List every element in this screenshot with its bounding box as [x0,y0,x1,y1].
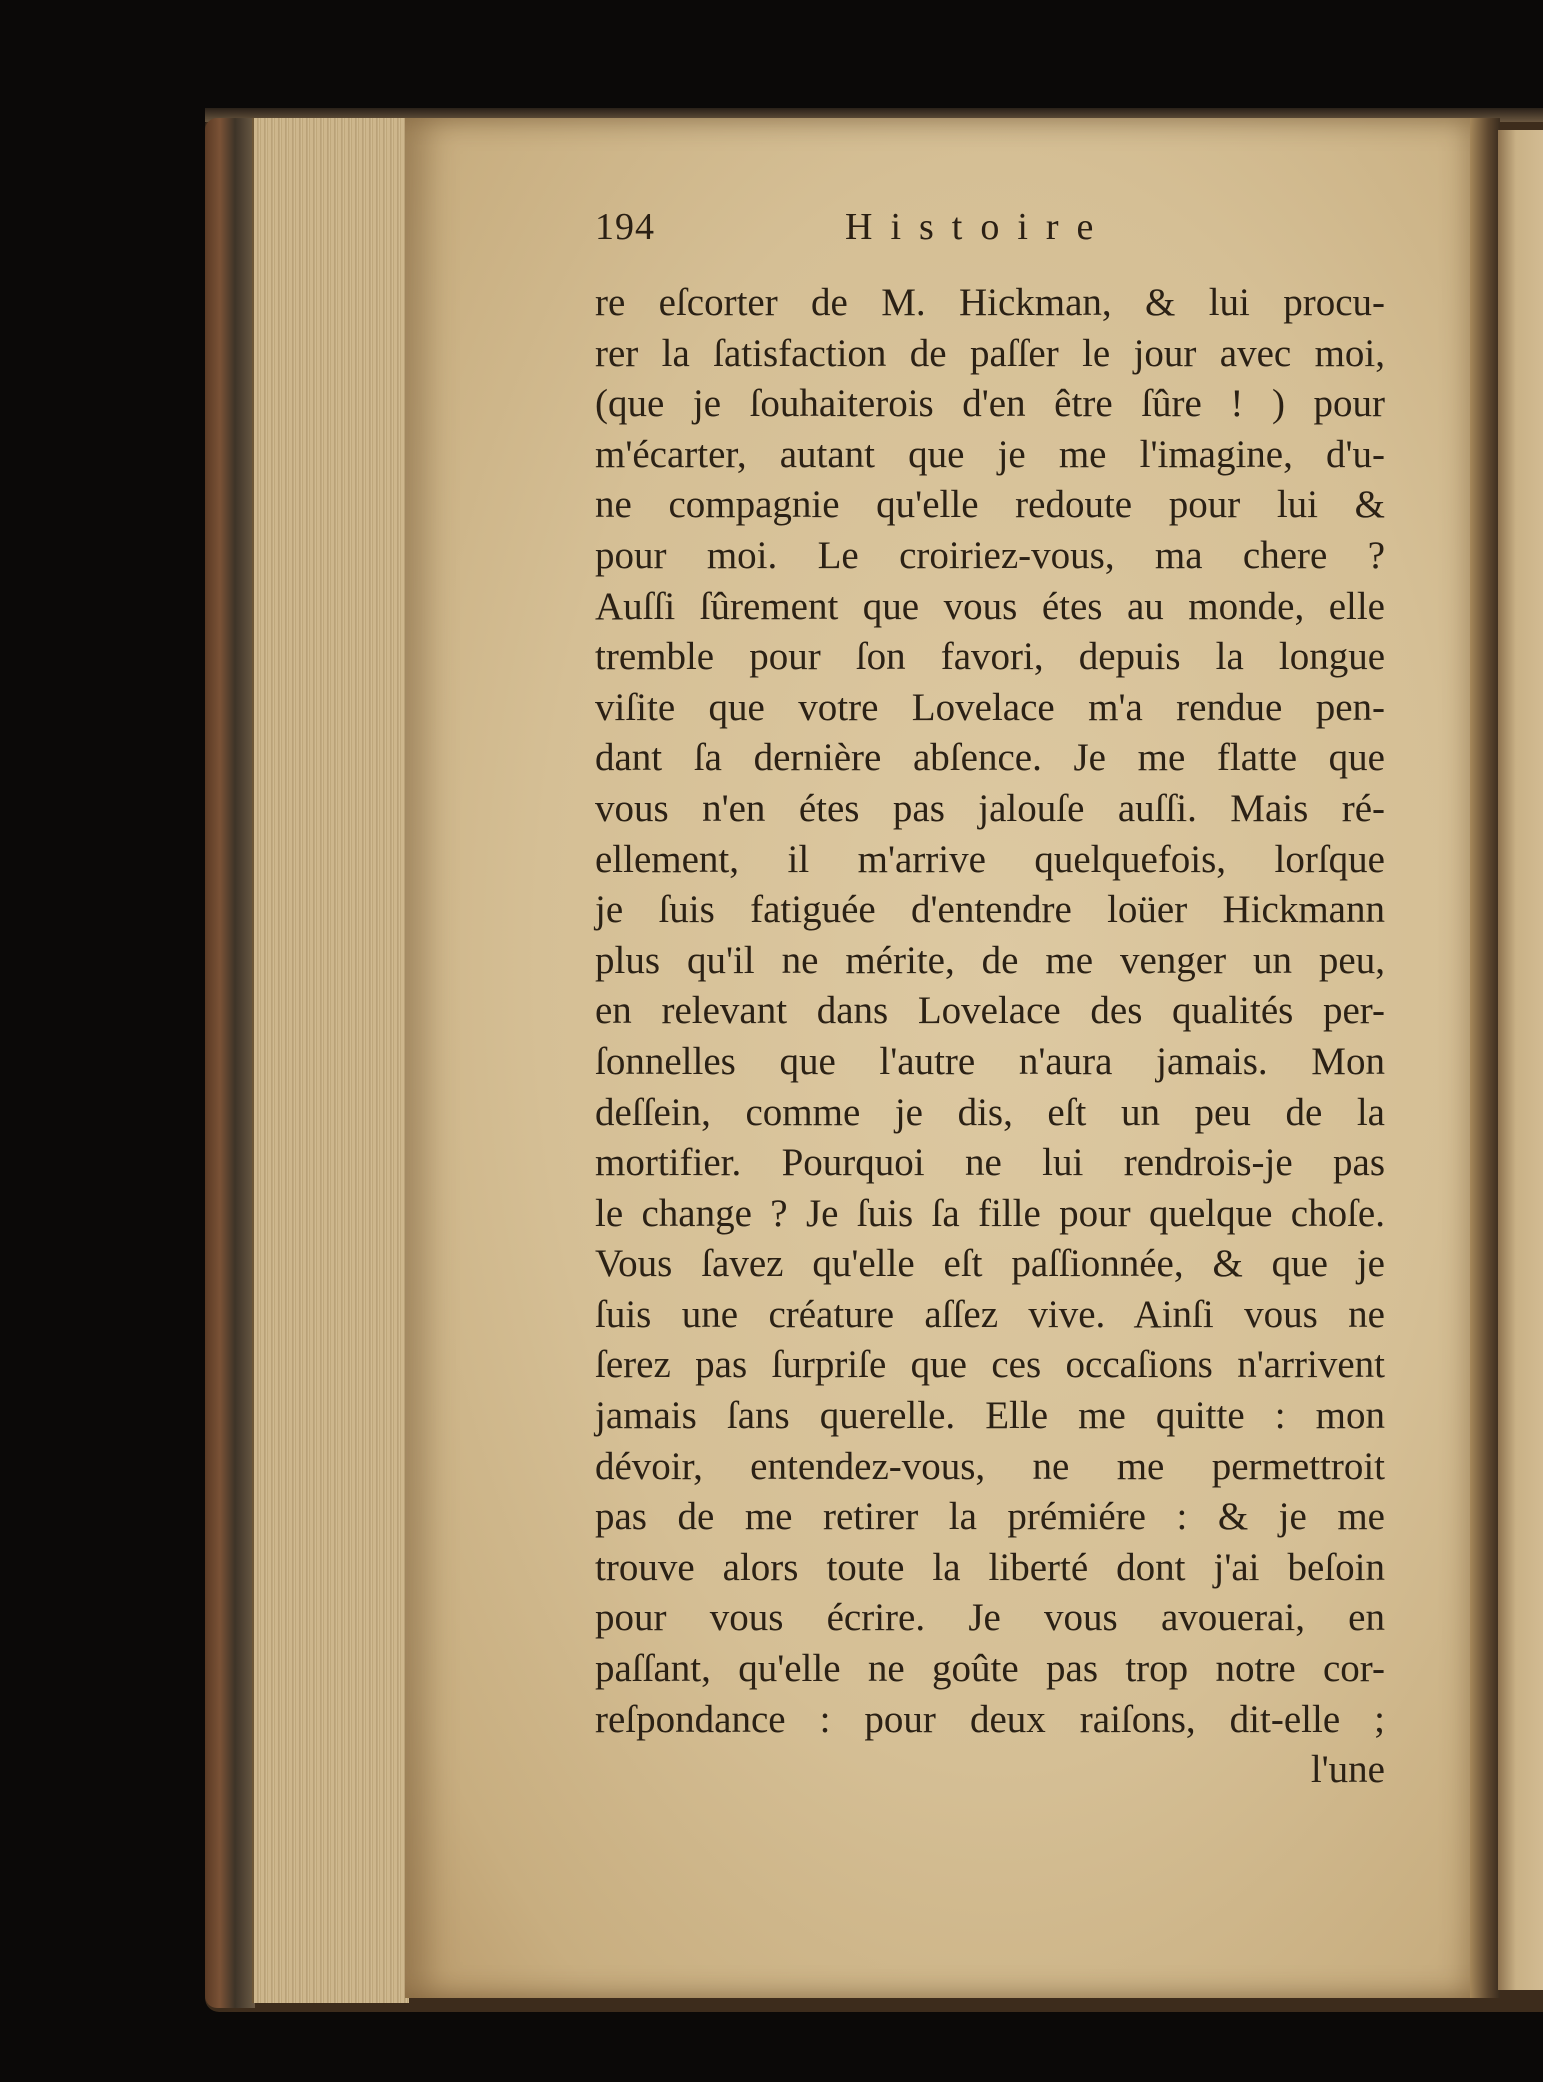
text-line: rer la ſatisfaction de paſſer le jour avec moi, [595,331,1385,375]
text-line: tremble pour ſon favori, depuis la longue [595,635,1385,679]
text-line: dant ſa dernière abſence. Je me flatte que [595,736,1385,780]
text-line: pour moi. Le croiriez-vous, ma chere ? [595,533,1385,577]
text-line: je ſuis fatiguée d'entendre loüer Hickmann [595,888,1385,932]
text-line: pour vous écrire. Je vous avouerai, en [595,1596,1385,1640]
page-edges [252,118,409,2003]
page-header [595,205,1155,255]
text-line: trouve alors toute la liberté dont j'ai beſoin [595,1545,1385,1589]
text-line: deſſein, comme je dis, eſt un peu de la [595,1090,1385,1134]
page-number: 194 [595,206,655,248]
text-line: viſite que votre Lovelace m'a rendue pen- [595,685,1385,729]
body-text [595,278,1385,1796]
text-line: mortifier. Pourquoi ne lui rendrois-je pas [595,1141,1385,1185]
text-line: paſſant, qu'elle ne goûte pas trop notre cor- [595,1647,1385,1691]
text-line: re eſcorter de M. Hickman, & lui procu- [595,281,1385,324]
text-line: reſpondance : pour deux raiſons, dit-elle ; [595,1697,1385,1741]
text-line: plus qu'il ne mérite, de me venger un peu, [595,938,1385,982]
text-line: vous n'en étes pas jalouſe auſſi. Mais ré- [595,786,1385,830]
facing-page-edge [1498,130,1543,1990]
text-line: pas de me retirer la prémiére : & je me [595,1495,1385,1539]
text-line: ellement, il m'arrive quelquefois, lorſque [595,837,1385,881]
text-line: le change ? Je ſuis ſa fille pour quelque choſe. [595,1191,1385,1235]
text-line: Auſſi ſûrement que vous étes au monde, elle [595,584,1385,628]
running-head: Histoire [845,206,1112,248]
text-line: (que je ſouhaiterois d'en être ſûre ! ) pour [595,382,1385,426]
text-line: ſonnelles que l'autre n'aura jamais. Mon [595,1039,1385,1083]
text-line: jamais ſans querelle. Elle me quitte : mon [595,1394,1385,1438]
text-line: ſerez pas ſurpriſe que ces occaſions n'arrivent [595,1343,1385,1387]
text-line: ne compagnie qu'elle redoute pour lui & [595,483,1385,527]
text-line: en relevant dans Lovelace des qualités per- [595,989,1385,1033]
book-spine [205,118,255,2008]
text-line: dévoir, entendez-vous, ne me permettroit [595,1444,1385,1488]
text-line: m'écarter, autant que je me l'imagine, d'u- [595,432,1385,476]
page-gutter [1470,118,1500,1998]
text-line: Vous ſavez qu'elle eſt paſſionnée, & que je [595,1242,1385,1286]
text-line: ſuis une créature aſſez vive. Ainſi vous ne [595,1292,1385,1336]
catchword: l'une [1310,1748,1385,1792]
